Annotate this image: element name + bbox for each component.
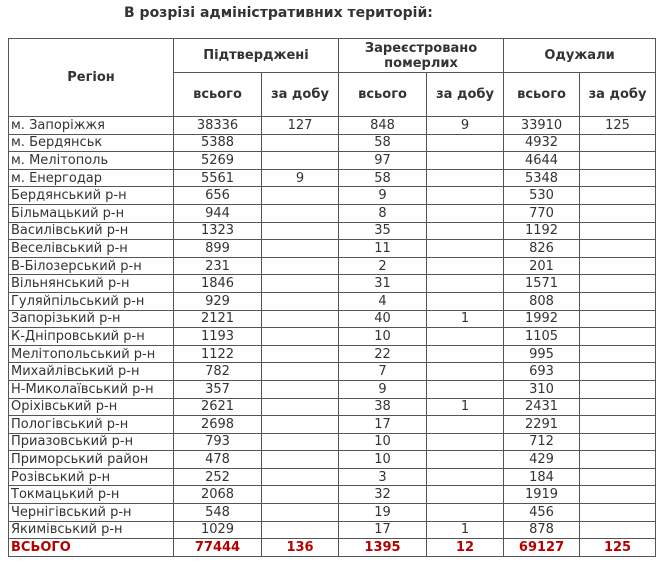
table-row: [9, 310, 656, 328]
deaths-day-cell: [427, 486, 504, 504]
region-cell: Вільнянський р-н: [9, 275, 174, 293]
subheader-recovered-day: за добу: [580, 73, 656, 117]
confirmed-day-cell: [262, 310, 339, 328]
total-deaths: 1395: [339, 539, 427, 557]
confirmed-total-cell: 1029: [174, 521, 262, 539]
confirmed-total-cell: 782: [174, 363, 262, 381]
deaths-day-cell: [427, 363, 504, 381]
table-row: [9, 169, 656, 187]
total-confirmed-day: 136: [262, 539, 339, 557]
recovered-day-cell: [580, 134, 656, 152]
confirmed-day-cell: [262, 187, 339, 205]
table-row: [9, 240, 656, 258]
recovered-total-cell: 2431: [504, 398, 580, 416]
subheader-deaths-total: всього: [339, 73, 427, 117]
deaths-day-cell: [427, 240, 504, 258]
recovered-day-cell: [580, 275, 656, 293]
confirmed-day-cell: [262, 134, 339, 152]
recovered-day-cell: [580, 468, 656, 486]
deaths-total-cell: 8: [339, 204, 427, 222]
deaths-total-cell: 35: [339, 222, 427, 240]
recovered-day-cell: [580, 328, 656, 346]
deaths-day-cell: 9: [427, 117, 504, 135]
confirmed-total-cell: 656: [174, 187, 262, 205]
table-row: [9, 152, 656, 170]
header-deaths-line2: померлих: [384, 55, 458, 71]
recovered-total-cell: 4644: [504, 152, 580, 170]
deaths-day-cell: [427, 169, 504, 187]
deaths-total-cell: 848: [339, 117, 427, 135]
header-confirmed: Підтверджені: [174, 39, 339, 73]
region-cell: Михайлівський р-н: [9, 363, 174, 381]
table-row: [9, 275, 656, 293]
recovered-day-cell: [580, 257, 656, 275]
region-cell: м. Запоріжжя: [9, 117, 174, 135]
deaths-day-cell: [427, 292, 504, 310]
deaths-total-cell: 19: [339, 504, 427, 522]
confirmed-day-cell: 9: [262, 169, 339, 187]
table-row: [9, 398, 656, 416]
recovered-day-cell: [580, 380, 656, 398]
page-title: В розрізі адміністративних територій:: [124, 5, 433, 21]
confirmed-total-cell: 2621: [174, 398, 262, 416]
recovered-total-cell: 808: [504, 292, 580, 310]
recovered-total-cell: 429: [504, 451, 580, 469]
confirmed-day-cell: 127: [262, 117, 339, 135]
confirmed-day-cell: [262, 521, 339, 539]
subheader-deaths-day: за добу: [427, 73, 504, 117]
recovered-total-cell: 712: [504, 433, 580, 451]
confirmed-day-cell: [262, 504, 339, 522]
deaths-day-cell: 1: [427, 398, 504, 416]
recovered-total-cell: 4932: [504, 134, 580, 152]
table-row: [9, 363, 656, 381]
header-deaths: [339, 39, 504, 73]
table-row: [9, 451, 656, 469]
confirmed-day-cell: [262, 398, 339, 416]
recovered-total-cell: 995: [504, 345, 580, 363]
confirmed-total-cell: 1122: [174, 345, 262, 363]
region-cell: Якимівський р-н: [9, 521, 174, 539]
region-cell: Чернігівський р-н: [9, 504, 174, 522]
table-row: [9, 504, 656, 522]
deaths-day-cell: [427, 504, 504, 522]
table-row: [9, 486, 656, 504]
deaths-day-cell: [427, 345, 504, 363]
deaths-day-cell: [427, 433, 504, 451]
recovered-total-cell: 530: [504, 187, 580, 205]
header-deaths-line1: Зареєстровано: [364, 40, 478, 56]
recovered-day-cell: [580, 521, 656, 539]
table-row: [9, 117, 656, 135]
deaths-day-cell: [427, 275, 504, 293]
confirmed-total-cell: 1193: [174, 328, 262, 346]
recovered-total-cell: 310: [504, 380, 580, 398]
confirmed-total-cell: 899: [174, 240, 262, 258]
recovered-day-cell: [580, 310, 656, 328]
region-cell: Приморський район: [9, 451, 174, 469]
total-recovered-day: 125: [580, 539, 656, 557]
deaths-total-cell: 10: [339, 433, 427, 451]
recovered-total-cell: 33910: [504, 117, 580, 135]
confirmed-day-cell: [262, 257, 339, 275]
region-cell: Оріхівський р-н: [9, 398, 174, 416]
region-cell: Василівський р-н: [9, 222, 174, 240]
confirmed-total-cell: 5561: [174, 169, 262, 187]
recovered-total-cell: 184: [504, 468, 580, 486]
table-row: [9, 187, 656, 205]
confirmed-day-cell: [262, 416, 339, 434]
subheader-confirmed-day: за добу: [262, 73, 339, 117]
recovered-total-cell: 770: [504, 204, 580, 222]
region-cell: Гуляйпільський р-н: [9, 292, 174, 310]
recovered-day-cell: [580, 398, 656, 416]
recovered-day-cell: [580, 451, 656, 469]
table-row: [9, 328, 656, 346]
region-cell: Н-Миколаївський р-н: [9, 380, 174, 398]
recovered-day-cell: [580, 240, 656, 258]
recovered-total-cell: 826: [504, 240, 580, 258]
table-row: [9, 204, 656, 222]
region-cell: Веселівський р-н: [9, 240, 174, 258]
region-cell: Пологівський р-н: [9, 416, 174, 434]
table-row: [9, 468, 656, 486]
recovered-day-cell: [580, 363, 656, 381]
regions-table: [8, 38, 656, 557]
recovered-day-cell: [580, 345, 656, 363]
recovered-day-cell: [580, 204, 656, 222]
confirmed-total-cell: 5269: [174, 152, 262, 170]
confirmed-day-cell: [262, 152, 339, 170]
confirmed-total-cell: 38336: [174, 117, 262, 135]
confirmed-total-cell: 1323: [174, 222, 262, 240]
region-cell: Бердянський р-н: [9, 187, 174, 205]
total-confirmed: 77444: [174, 539, 262, 557]
region-cell: В-Білозерський р-н: [9, 257, 174, 275]
total-recovered: 69127: [504, 539, 580, 557]
deaths-day-cell: [427, 468, 504, 486]
deaths-total-cell: 4: [339, 292, 427, 310]
confirmed-day-cell: [262, 275, 339, 293]
region-cell: Мелітопольський р-н: [9, 345, 174, 363]
confirmed-day-cell: [262, 345, 339, 363]
region-cell: м. Енергодар: [9, 169, 174, 187]
deaths-total-cell: 97: [339, 152, 427, 170]
deaths-total-cell: 9: [339, 187, 427, 205]
confirmed-day-cell: [262, 328, 339, 346]
recovered-total-cell: 456: [504, 504, 580, 522]
total-label: ВСЬОГО: [9, 539, 174, 557]
recovered-day-cell: [580, 222, 656, 240]
region-cell: Приазовський р-н: [9, 433, 174, 451]
subheader-confirmed-total: всього: [174, 73, 262, 117]
deaths-total-cell: 10: [339, 451, 427, 469]
region-cell: м. Бердянськ: [9, 134, 174, 152]
region-cell: К-Дніпровський р-н: [9, 328, 174, 346]
deaths-total-cell: 17: [339, 521, 427, 539]
confirmed-total-cell: 252: [174, 468, 262, 486]
recovered-day-cell: [580, 504, 656, 522]
recovered-day-cell: [580, 187, 656, 205]
deaths-day-cell: [427, 222, 504, 240]
confirmed-day-cell: [262, 222, 339, 240]
deaths-total-cell: 58: [339, 134, 427, 152]
recovered-total-cell: 1919: [504, 486, 580, 504]
region-cell: м. Мелітополь: [9, 152, 174, 170]
recovered-total-cell: 693: [504, 363, 580, 381]
recovered-total-cell: 201: [504, 257, 580, 275]
deaths-day-cell: 1: [427, 310, 504, 328]
recovered-total-cell: 878: [504, 521, 580, 539]
recovered-day-cell: [580, 169, 656, 187]
confirmed-day-cell: [262, 451, 339, 469]
confirmed-day-cell: [262, 468, 339, 486]
table-row: [9, 222, 656, 240]
deaths-day-cell: [427, 451, 504, 469]
recovered-total-cell: 1105: [504, 328, 580, 346]
deaths-total-cell: 10: [339, 328, 427, 346]
table-row: [9, 433, 656, 451]
recovered-total-cell: 1571: [504, 275, 580, 293]
deaths-total-cell: 31: [339, 275, 427, 293]
confirmed-day-cell: [262, 363, 339, 381]
recovered-total-cell: 1192: [504, 222, 580, 240]
confirmed-total-cell: 944: [174, 204, 262, 222]
deaths-total-cell: 11: [339, 240, 427, 258]
recovered-day-cell: [580, 433, 656, 451]
header-region: Регіон: [9, 39, 174, 117]
deaths-total-cell: 58: [339, 169, 427, 187]
total-deaths-day: 12: [427, 539, 504, 557]
region-cell: Токмацький р-н: [9, 486, 174, 504]
deaths-total-cell: 32: [339, 486, 427, 504]
confirmed-day-cell: [262, 486, 339, 504]
total-row: [9, 539, 656, 557]
confirmed-day-cell: [262, 433, 339, 451]
confirmed-day-cell: [262, 204, 339, 222]
table-row: [9, 416, 656, 434]
deaths-total-cell: 22: [339, 345, 427, 363]
deaths-day-cell: 1: [427, 521, 504, 539]
table-row: [9, 345, 656, 363]
confirmed-total-cell: 929: [174, 292, 262, 310]
deaths-total-cell: 2: [339, 257, 427, 275]
confirmed-day-cell: [262, 380, 339, 398]
deaths-total-cell: 9: [339, 380, 427, 398]
recovered-day-cell: 125: [580, 117, 656, 135]
table-row: [9, 521, 656, 539]
recovered-day-cell: [580, 486, 656, 504]
region-cell: Більмацький р-н: [9, 204, 174, 222]
recovered-day-cell: [580, 416, 656, 434]
confirmed-total-cell: 1846: [174, 275, 262, 293]
region-cell: Розівський р-н: [9, 468, 174, 486]
table-row: [9, 380, 656, 398]
deaths-day-cell: [427, 187, 504, 205]
deaths-day-cell: [427, 257, 504, 275]
confirmed-total-cell: 5388: [174, 134, 262, 152]
confirmed-total-cell: 231: [174, 257, 262, 275]
deaths-day-cell: [427, 134, 504, 152]
confirmed-total-cell: 2698: [174, 416, 262, 434]
subheader-recovered-total: всього: [504, 73, 580, 117]
recovered-day-cell: [580, 292, 656, 310]
deaths-day-cell: [427, 328, 504, 346]
table-row: [9, 134, 656, 152]
confirmed-total-cell: 2121: [174, 310, 262, 328]
deaths-day-cell: [427, 416, 504, 434]
deaths-total-cell: 7: [339, 363, 427, 381]
confirmed-day-cell: [262, 240, 339, 258]
confirmed-total-cell: 548: [174, 504, 262, 522]
table-row: [9, 257, 656, 275]
confirmed-day-cell: [262, 292, 339, 310]
recovered-total-cell: 1992: [504, 310, 580, 328]
confirmed-total-cell: 357: [174, 380, 262, 398]
deaths-day-cell: [427, 204, 504, 222]
deaths-total-cell: 3: [339, 468, 427, 486]
deaths-total-cell: 38: [339, 398, 427, 416]
recovered-day-cell: [580, 152, 656, 170]
recovered-total-cell: 2291: [504, 416, 580, 434]
table-body: [9, 117, 656, 557]
region-cell: Запорізький р-н: [9, 310, 174, 328]
recovered-total-cell: 5348: [504, 169, 580, 187]
deaths-total-cell: 40: [339, 310, 427, 328]
table-row: [9, 292, 656, 310]
deaths-total-cell: 17: [339, 416, 427, 434]
confirmed-total-cell: 478: [174, 451, 262, 469]
deaths-day-cell: [427, 152, 504, 170]
deaths-day-cell: [427, 380, 504, 398]
confirmed-total-cell: 2068: [174, 486, 262, 504]
header-recovered: Одужали: [504, 39, 656, 73]
confirmed-total-cell: 793: [174, 433, 262, 451]
